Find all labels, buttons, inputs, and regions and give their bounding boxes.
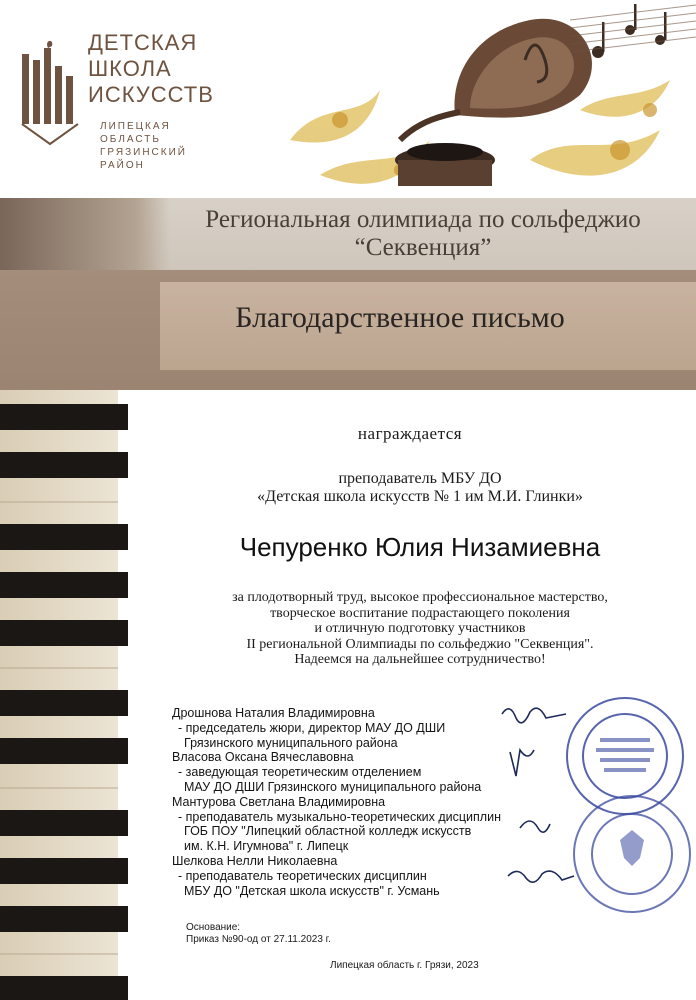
- gramophone-illustration: [280, 0, 696, 200]
- basis-block: [186, 922, 446, 946]
- logo-subtitle: [100, 120, 250, 172]
- olympiad-sequence-name: “Секвенция”: [354, 234, 492, 261]
- logo-line-1: ДЕТСКАЯ: [88, 30, 198, 55]
- jury-member-role: - преподаватель теоретических дисциплин: [178, 868, 427, 883]
- merit-line: и отличную подготовку участников: [314, 621, 526, 636]
- recipient-name: Чепуренко Юлия Низамиевна: [239, 532, 601, 562]
- awarded-label: награждается: [357, 424, 463, 443]
- recipient-position: преподаватель МБУ ДО: [338, 470, 502, 487]
- college-stamp: [560, 790, 696, 916]
- jury-member-role: МАУ ДО ДШИ Грязинского муниципального района: [184, 779, 482, 794]
- merit-line: творческое воспитание подрастающего поколения: [270, 605, 570, 621]
- jury-member-role: - председатель жюри, директор МАУ ДО ДШИ: [178, 720, 446, 735]
- logo-sub-line-3: РАЙОН: [100, 160, 145, 171]
- recipient-organization: «Детская школа искусств № 1 им М.И. Глинки»: [257, 488, 583, 505]
- jury-member-name: Дрошнова Наталия Владимировна: [172, 706, 375, 720]
- jury-member-name: Шелкова Нелли Николаевна: [172, 853, 338, 868]
- olympiad-title: [150, 206, 696, 262]
- basis-order: Приказ №90-од от 27.11.2023 г.: [186, 934, 331, 945]
- olympiad-name: Региональная олимпиада по сольфеджио: [205, 206, 641, 233]
- jury-member-role: Грязинского муниципального района: [184, 735, 398, 750]
- logo-sub-line-1: ЛИПЕЦКАЯ: [100, 121, 171, 132]
- logo-piano-brush-icon: [20, 36, 80, 146]
- jury-member-role: им. К.Н. Игумнова" г. Липецк: [184, 839, 349, 854]
- jury-member-role: ГОБ ПОУ "Липецкий областной колледж искусств: [184, 824, 472, 839]
- logo-line-3: ИСКУССТВ: [88, 82, 214, 107]
- jury-member-name: Власова Оксана Вячеславовна: [172, 750, 354, 765]
- merit-line: Надеемся на дальнейшее сотрудничество!: [294, 652, 546, 667]
- merit-text: [190, 590, 650, 668]
- place-and-year: Липецкая область г. Грязи, 2023: [330, 960, 479, 971]
- jury-member-role: - заведующая теоретическим отделением: [178, 765, 422, 780]
- jury-member-name: Мантурова Светлана Владимировна: [172, 794, 386, 809]
- logo-sub-line-2: ОБЛАСТЬ ГРЯЗИНСКИЙ: [100, 134, 187, 158]
- letter-title: Благодарственное письмо: [235, 301, 565, 334]
- logo-line-2: ШКОЛА: [88, 56, 172, 81]
- basis-label: Основание:: [186, 922, 241, 933]
- jury-member-role: МБУ ДО "Детская школа искусств" г. Усмань: [184, 883, 440, 898]
- merit-line: II региональной Олимпиады по сольфеджио "Секвенция".: [246, 636, 594, 652]
- jury-member-role: - преподаватель музыкально-теоретических дисциплин: [178, 809, 501, 824]
- logo-title: [88, 30, 214, 108]
- merit-line: за плодотворный труд, высокое профессиональное мастерство,: [232, 590, 608, 605]
- school-logo: [20, 28, 250, 178]
- piano-keys-illustration: [0, 390, 170, 1000]
